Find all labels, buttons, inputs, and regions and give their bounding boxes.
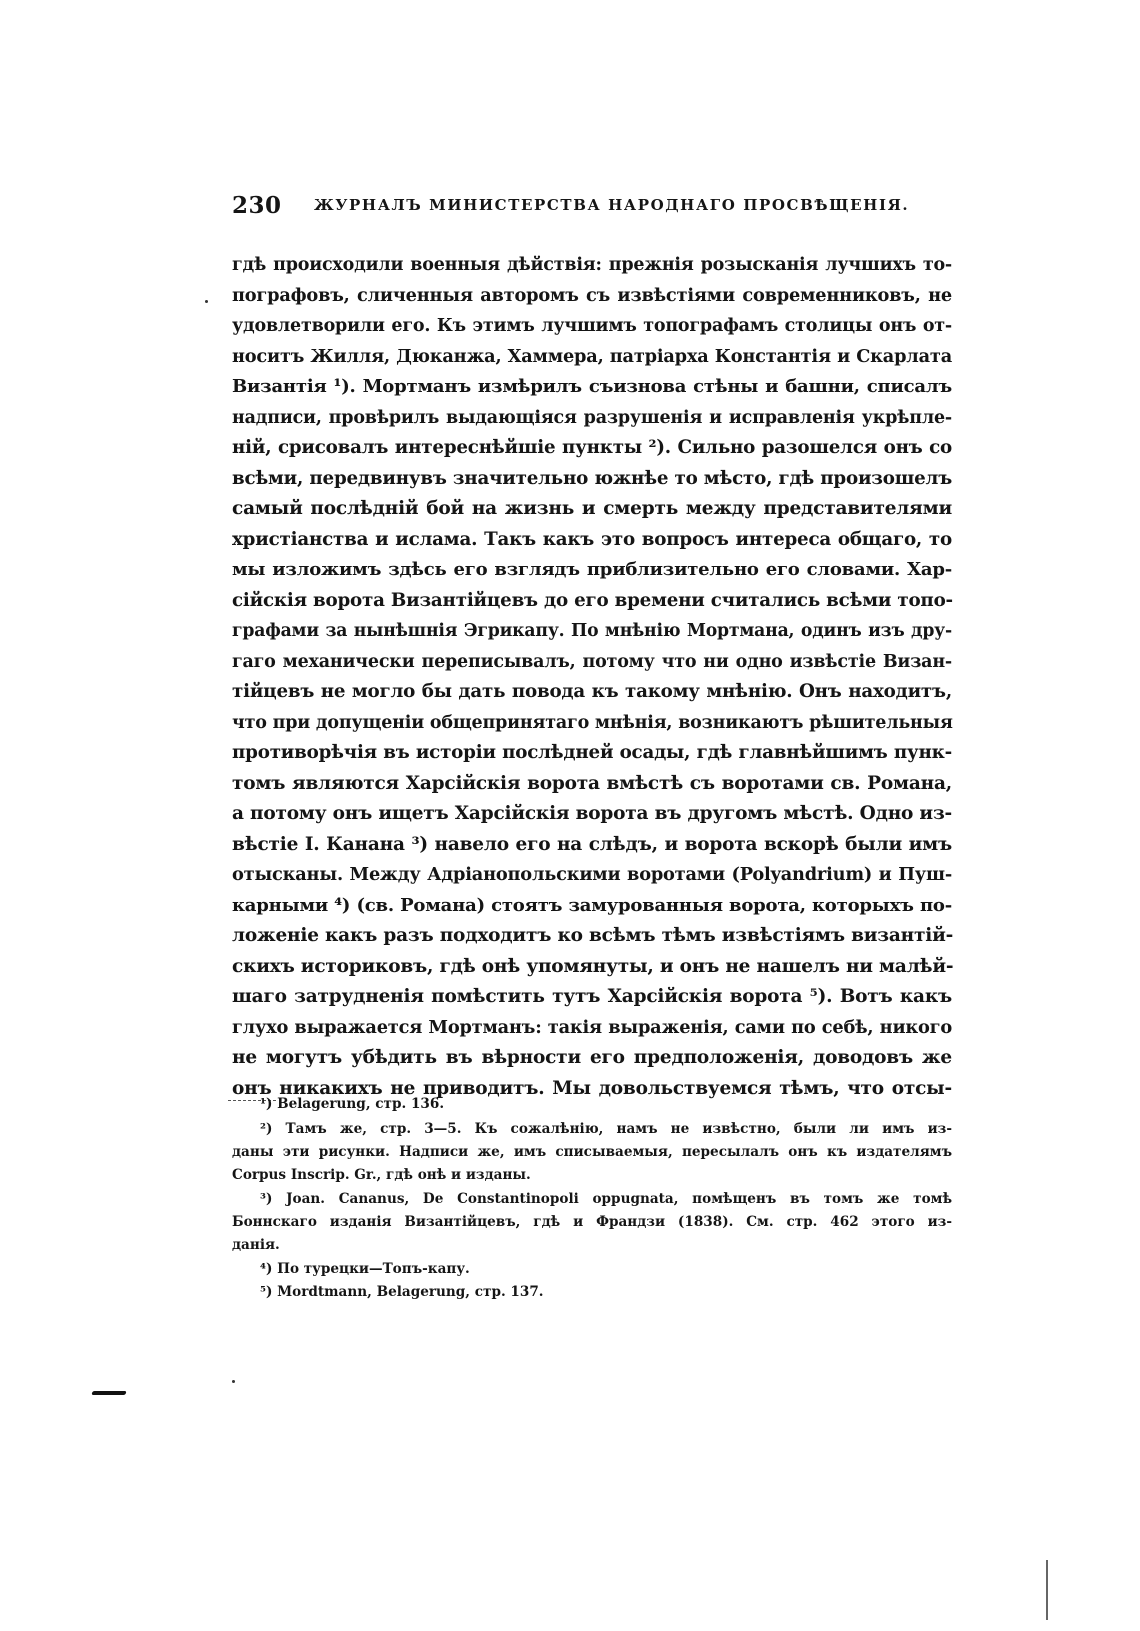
text-line: отысканы. Между Адріанопольскими воротами (Polyandrium) и Пуш- — [232, 864, 952, 885]
text-line: всѣми, передвинувъ значительно южнѣе то мѣсто, гдѣ произошелъ — [232, 467, 952, 489]
text-line: скихъ историковъ, гдѣ онѣ упомянуты, и онъ не нашелъ ни малѣй- — [232, 955, 954, 977]
text-line: носитъ Жилля, Дюканжа, Хаммера, патріарха Константія и Скарлата — [232, 345, 952, 367]
text-line: Византія ¹). Мортманъ измѣрилъ съизнова стѣны и башни, списалъ — [232, 376, 952, 397]
text-line: не могутъ убѣдить въ вѣрности его предположенія, доводовъ же — [232, 1047, 952, 1068]
margin-ink-mark — [91, 1391, 126, 1395]
footnote-line: ⁴) По турецки—Топъ-капу. — [260, 1261, 470, 1277]
running-title: ЖУРНАЛЪ МИНИСТЕРСТВА НАРОДНАГО ПРОСВѢЩЕНІЯ. — [314, 196, 910, 214]
ink-speck — [205, 300, 208, 303]
text-line: томъ являются Харсійскія ворота вмѣстѣ съ воротами св. Романа, — [232, 772, 952, 794]
text-line: глухо выражается Мортманъ: такія выраженія, сами по себѣ, никого — [232, 1016, 952, 1038]
ink-speck — [232, 1380, 235, 1383]
text-line: а потому онъ ищетъ Харсійскія ворота въ другомъ мѣстѣ. Одно из- — [232, 803, 953, 824]
footnote-line: ⁵) Mordtmann, Belagerung, стр. 137. — [260, 1284, 544, 1300]
text-line: надписи, провѣрилъ выдающіяся разрушенія и исправленія укрѣпле- — [232, 407, 952, 428]
text-line: онъ никакихъ не приводитъ. Мы довольствуемся тѣмъ, что отсы- — [232, 1077, 952, 1099]
text-line: графами за нынѣшнія Эгрикапу. По мнѣнію Мортмана, одинъ изъ дру- — [232, 621, 952, 641]
scan-edge-mark — [1046, 1560, 1048, 1620]
text-line: карными ⁴) (св. Романа) стоятъ замурованныя ворота, которыхъ по- — [232, 894, 952, 916]
text-line: сійскія ворота Византійцевъ до его времени считались всѣми топо- — [232, 589, 953, 611]
text-line: что при допущеніи общепринятаго мнѣнія, возникаютъ рѣшительныя — [232, 712, 953, 733]
body-text — [232, 248, 952, 1098]
text-line: ній, срисовалъ интереснѣйшіе пункты ²). Сильно разошелся онъ со — [232, 437, 952, 458]
footnote-line: даны эти рисунки. Надписи же, имъ списываемыя, пересылалъ онъ къ издателямъ — [232, 1144, 952, 1160]
text-line: ложеніе какъ разъ подходитъ ко всѣмъ тѣмъ извѣстіямъ византій- — [232, 925, 954, 946]
text-line: вѣстіе I. Канана ³) навело его на слѣдъ, и ворота вскорѣ были имъ — [232, 833, 952, 855]
page-number: 230 — [232, 192, 282, 219]
footnote-line: ¹) Belagerung, стр. 136. — [260, 1096, 445, 1112]
footnote-line: данія. — [232, 1237, 280, 1253]
footnote-line: Боннскаго изданія Византійцевъ, гдѣ и Франдзи (1838). См. стр. 462 этого из- — [232, 1214, 952, 1230]
text-line: противорѣчія въ исторіи послѣдней осады, гдѣ главнѣйшимъ пунк- — [232, 742, 952, 763]
text-line: гаго механически переписывалъ, потому что ни одно извѣстіе Визан- — [232, 651, 952, 672]
text-line: христіанства и ислама. Такъ какъ это вопросъ интереса общаго, то — [232, 528, 952, 550]
footnote-line: Corpus Inscrip. Gr., гдѣ онѣ и изданы. — [232, 1167, 531, 1183]
page-header — [232, 192, 952, 226]
text-line: пографовъ, сличенныя авторомъ съ извѣстіями современниковъ, не — [232, 284, 952, 306]
text-line: мы изложимъ здѣсь его взглядъ приблизительно его словами. Хар- — [232, 559, 952, 580]
text-line: удовлетворили его. Къ этимъ лучшимъ топографамъ столицы онъ от- — [232, 316, 952, 336]
text-line: гдѣ происходили военныя дѣйствія: прежнія розысканія лучшихъ то- — [232, 255, 952, 275]
footnote-line: ³) Joan. Cananus, De Constantinopoli oppugnata, помѣщенъ въ томъ же томѣ — [260, 1191, 952, 1207]
footnote-line: ²) Тамъ же, стр. 3—5. Къ сожалѣнію, намъ не извѣстно, были ли имъ из- — [260, 1121, 952, 1137]
text-line: тійцевъ не могло бы дать повода къ такому мнѣнію. Онъ находитъ, — [232, 681, 952, 702]
text-line: шаго затрудненія помѣстить тутъ Харсійскія ворота ⁵). Вотъ какъ — [232, 986, 952, 1007]
text-line: самый послѣдній бой на жизнь и смерть между представителями — [232, 498, 952, 519]
